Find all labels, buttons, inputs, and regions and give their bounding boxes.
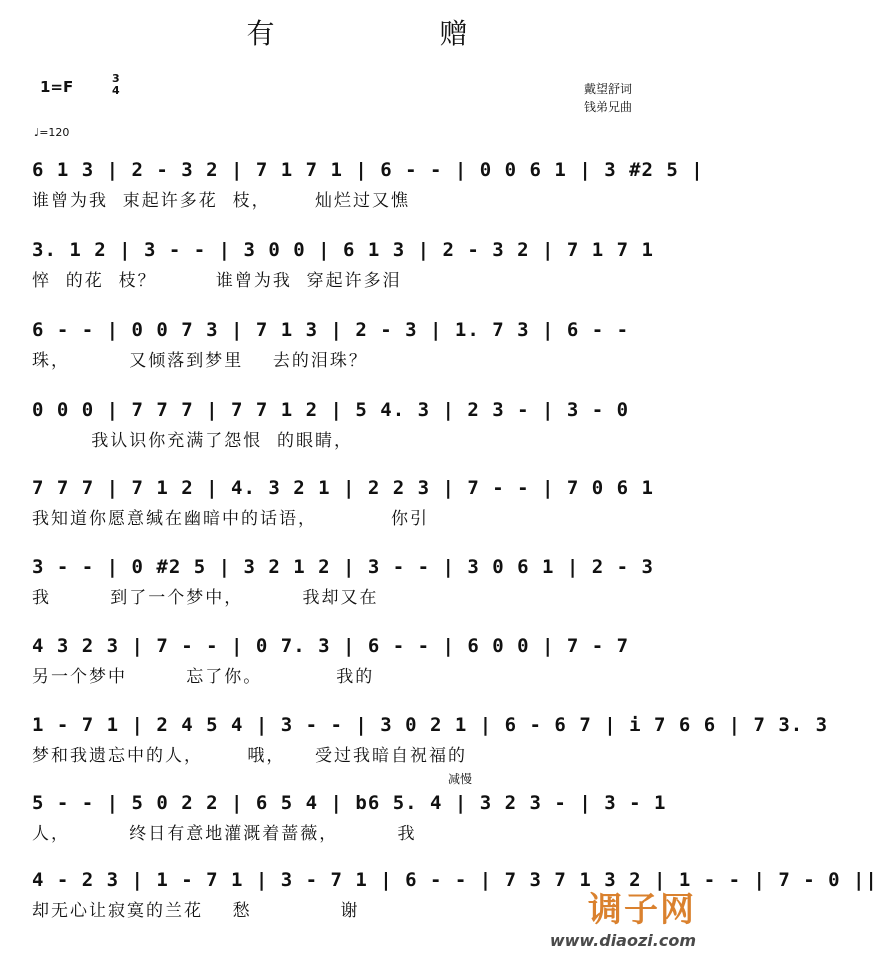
lyrics-line: 梦和我遗忘中的人， 哦， 受过我暗自祝福的 bbox=[32, 746, 468, 766]
notes-line: 5 - - | 5 0 2 2 | 6 5 4 | b6 5. 4 | 3 2 3 - | 3 - 1 bbox=[32, 792, 667, 814]
system-3 bbox=[32, 312, 686, 374]
system-2 bbox=[32, 232, 686, 294]
notes-line: 3. 1 2 | 3 - - | 3 0 0 | 6 1 3 | 2 - 3 2 | 7 1 7 1 bbox=[32, 239, 654, 261]
system-6 bbox=[32, 549, 686, 611]
lyrics-line: 人， 终日有意地灌溉着蔷薇， 我 bbox=[32, 824, 417, 844]
notes-line: 0 0 0 | 7 7 7 | 7 7 1 2 | 5 4. 3 | 2 3 - | 3 - 0 bbox=[32, 399, 630, 421]
system-4 bbox=[32, 392, 686, 454]
watermark-logo: 调子网 bbox=[588, 890, 696, 930]
watermark bbox=[550, 882, 696, 950]
notes-line: 6 1 3 | 2 - 3 2 | 7 1 7 1 | 6 - - | 0 0 6 1 | 3 #2 5 | bbox=[32, 159, 704, 181]
notes-line: 6 - - | 0 0 7 3 | 7 1 3 | 2 - 3 | 1. 7 3 | 6 - - bbox=[32, 319, 630, 341]
system-1 bbox=[32, 152, 704, 214]
system-7 bbox=[32, 628, 686, 690]
time-signature bbox=[112, 73, 120, 97]
time-signature-top: 3 bbox=[112, 72, 120, 85]
tempo-marking: ♩=120 bbox=[34, 126, 70, 139]
notes-line: 3 - - | 0 #2 5 | 3 2 1 2 | 3 - - | 3 0 6 1 | 2 - 3 bbox=[32, 556, 654, 578]
system-5 bbox=[32, 470, 686, 532]
lyrics-line: 珠， 又倾落到梦里 去的泪珠？ bbox=[32, 351, 368, 371]
expression-marking: 减慢 bbox=[448, 772, 473, 786]
notes-line: 7 7 7 | 7 1 2 | 4. 3 2 1 | 2 2 3 | 7 - - | 7 0 6 1 bbox=[32, 477, 654, 499]
system-9 bbox=[32, 785, 686, 847]
system-8 bbox=[32, 707, 829, 769]
key-signature: 1=F bbox=[40, 78, 74, 96]
lyrics-line: 谁曾为我 束起许多花 枝， 灿烂过又憔 bbox=[32, 191, 411, 211]
notes-line: 4 3 2 3 | 7 - - | 0 7. 3 | 6 - - | 6 0 0 | 7 - 7 bbox=[32, 635, 630, 657]
composer: 钱弟兄曲 bbox=[584, 100, 633, 114]
lyrics-line: 悴 的花 枝？ 谁曾为我 穿起许多泪 bbox=[32, 271, 402, 291]
notes-line: 1 - 7 1 | 2 4 5 4 | 3 - - | 3 0 2 1 | 6 - 6 7 | i 7 6 6 | 7 3. 3 bbox=[32, 714, 829, 736]
song-title: 有 赠 bbox=[246, 17, 546, 50]
watermark-url: www.diaozi.com bbox=[549, 931, 696, 950]
lyrics-line: 却无心让寂寞的兰花 愁 谢 bbox=[32, 901, 360, 921]
lyrics-line: 另一个梦中 忘了你。 我的 bbox=[32, 667, 375, 687]
lyrics-line: 我认识你充满了怨恨 的眼睛， bbox=[32, 431, 354, 451]
credits bbox=[584, 80, 632, 116]
time-signature-bottom: 4 bbox=[112, 84, 120, 97]
notes-line: 4 - 2 3 | 1 - 7 1 | 3 - 7 1 | 6 - - | 7 3 7 1 3 2 | 1 - - | 7 - 0 || bbox=[32, 869, 878, 891]
lyrics-line: 我 到了一个梦中， 我却又在 bbox=[32, 588, 379, 608]
lyrics-line: 我知道你愿意缄在幽暗中的话语， 你引 bbox=[32, 509, 430, 529]
lyricist: 戴望舒词 bbox=[584, 82, 633, 96]
